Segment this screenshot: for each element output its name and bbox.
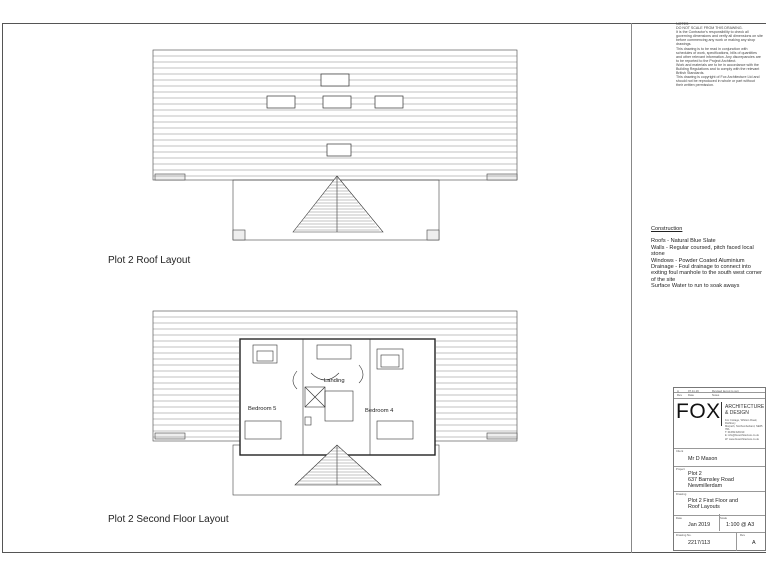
notes-line: should not be reproduced in whole or part without <box>676 79 755 84</box>
notes-line: DO NOT SCALE FROM THIS DRAWING. <box>676 26 743 31</box>
notes-line: schedules of work, specifications, bills of quantities <box>676 50 757 55</box>
bedroom-5-label: Bedroom 5 <box>248 406 277 412</box>
address-line: Morpeth, Northumberland, NE65 7RL <box>725 425 763 432</box>
title-block-divider <box>674 398 765 399</box>
sheet-border-top <box>2 23 766 24</box>
sheet-border-left <box>2 23 3 553</box>
drawing-scale: 1:100 @ A3 <box>726 522 755 528</box>
project-label: Project <box>676 467 685 471</box>
drawing-label: Drawing <box>676 492 687 496</box>
title-block-divider <box>674 466 765 467</box>
company-address <box>725 419 765 441</box>
construction-line: Surface Water to run to soak aways <box>651 283 740 290</box>
construction-line: Roofs - Natural Blue Slate <box>651 238 716 245</box>
drawing-notes <box>676 22 766 88</box>
notes-column-header: Notes <box>712 393 720 397</box>
second-floor-plan <box>145 305 525 515</box>
notes-line: It is the Contractor's responsibility to check all <box>676 30 749 35</box>
date-label: Date <box>676 516 682 520</box>
construction-line: exiting foul manhole to the south west corner <box>651 270 763 277</box>
construction-line: of the site <box>651 276 676 283</box>
revision-value: A <box>752 540 756 546</box>
construction-line: stone <box>651 251 665 258</box>
notes-line: before commencing any work or making any shop <box>676 38 756 43</box>
drawing-title-line: Roof Layouts <box>688 504 720 510</box>
revision-label: Rev <box>740 533 745 537</box>
company-subtitle-line: ARCHITECTURE <box>725 404 765 410</box>
sheet-border-bottom <box>2 552 766 553</box>
revision-date: 07.11.19 <box>688 389 699 393</box>
project-line: 637 Barnsley Road <box>688 477 734 483</box>
notes-line: drawings. <box>676 42 692 47</box>
second-floor-layout-label: Plot 2 Second Floor Layout <box>108 514 229 525</box>
title-block-vline <box>736 532 737 551</box>
notes-line: to be reported to the Project Architect. <box>676 58 737 63</box>
drawing-number: 2217/113 <box>688 540 711 546</box>
construction-line: Windows - Powder Coated Aluminium <box>651 257 745 264</box>
landing-label: Landing <box>324 378 345 384</box>
address-line: T: 01669 620310 <box>725 431 745 435</box>
rev-column-header: Rev <box>677 393 682 397</box>
notes-line: and other relevant information. Any discrepancies are <box>676 54 761 59</box>
sheet-divider <box>631 23 632 553</box>
construction-line: Walls - Regular coursed, pitch faced local <box>651 244 754 251</box>
company-subtitle-line: & DESIGN <box>725 409 749 416</box>
client-name: Mr D Mason <box>688 456 718 462</box>
roof-layout-plan <box>145 40 525 250</box>
construction-line: Drainage - Foul drainage to connect into <box>651 264 751 271</box>
notes-line: Work and materials are to be in accordance with the <box>676 62 759 67</box>
title-block-vline <box>719 514 720 531</box>
title-block-divider <box>674 491 765 492</box>
drawing-title-line: Plot 2 First Floor and <box>688 498 739 504</box>
logo-divider <box>721 402 722 426</box>
notes-line: their written permission. <box>676 83 714 88</box>
scale-label: Scale <box>720 516 727 520</box>
construction-heading: Construction <box>651 226 683 232</box>
notes-line: This drawing is to be read in conjunction with <box>676 46 748 51</box>
company-subtitle <box>725 405 764 416</box>
title-block-divider <box>674 448 765 449</box>
roof-layout-label: Plot 2 Roof Layout <box>108 255 191 266</box>
bedroom-4-label: Bedroom 4 <box>365 408 394 414</box>
address-line: Fox Cottage, Whitton Road, Rothbury <box>725 419 758 426</box>
company-logo: FOX <box>676 400 721 423</box>
address-line: E: info@foxarchitecture.co.uk <box>725 434 759 438</box>
date-column-header: Date <box>688 393 694 397</box>
notes-heading: NOTES <box>676 22 689 26</box>
client-label: Client <box>676 449 684 453</box>
drawing-date: Jan 2019 <box>688 522 711 528</box>
notes-line: British Standards. <box>676 71 705 76</box>
revision-description: Revised layout to suit <box>712 389 739 393</box>
notes-line: Building Regulations and to comply with the relevant <box>676 67 760 72</box>
notes-line: governing dimensions and verify all dimensions on site <box>676 34 763 39</box>
revision-letter: A <box>677 389 679 393</box>
project-line: Plot 2 <box>688 471 702 477</box>
notes-line: This drawing is copyright of Fox Architecture Ltd and <box>676 75 760 80</box>
address-line: W: www.foxarchitecture.co.uk <box>725 437 759 441</box>
project-line: Newmillerdam <box>688 483 723 489</box>
drawing-number-label: Drawing No. <box>676 533 692 537</box>
construction-notes <box>651 226 763 290</box>
